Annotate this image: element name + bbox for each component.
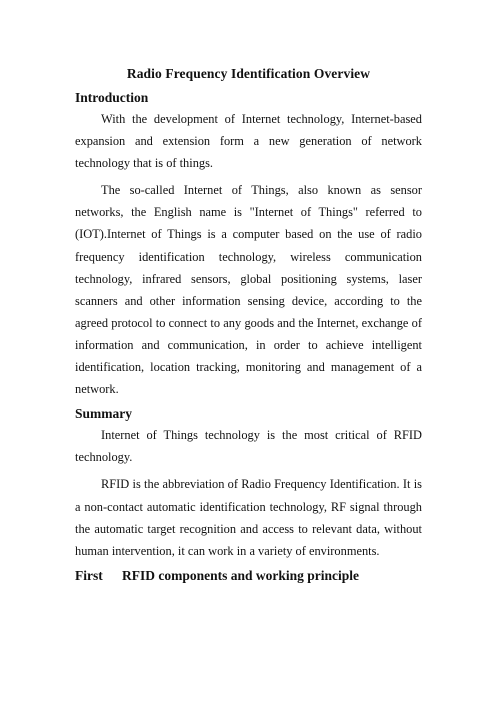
section-heading-text: RFID components and working principle: [122, 567, 360, 583]
section-heading-rfid-components: [75, 566, 422, 586]
section-heading-summary: Summary: [75, 406, 132, 422]
section-heading-introduction: Introduction: [75, 90, 149, 105]
paragraph-intro-1: With the development of Internet technology, Internet-based expansion and extension form a new generation of network technology that is of things.: [75, 112, 422, 171]
paragraph-intro-2: The so-called Internet of Things, also known as sensor networks, the English name is "Internet of Things" referred to (IOT).Internet of Things is a computer based on the use of radio frequency identification technology, wireless communication technology, infrared sensors, global positioning systems, laser scanners and other information sensing device, according to the agreed protocol to connect to any goods and the Internet, exchange of information and communication, in order to achieve intelligent identification, location tracking, monitoring and management of a network.: [75, 183, 422, 397]
section-heading-number: First: [75, 567, 103, 583]
document-page: [75, 64, 422, 586]
paragraph-summary-2: RFID is the abbreviation of Radio Frequency Identification. It is a non-contact automatic identification technology, RF signal through the automatic target recognition and access to relevant data, without human intervention, it can work in a variety of environments.: [75, 477, 422, 558]
document-title: Radio Frequency Identification Overview: [126, 66, 371, 81]
paragraph-summary-1: Internet of Things technology is the most critical of RFID technology.: [75, 428, 422, 465]
